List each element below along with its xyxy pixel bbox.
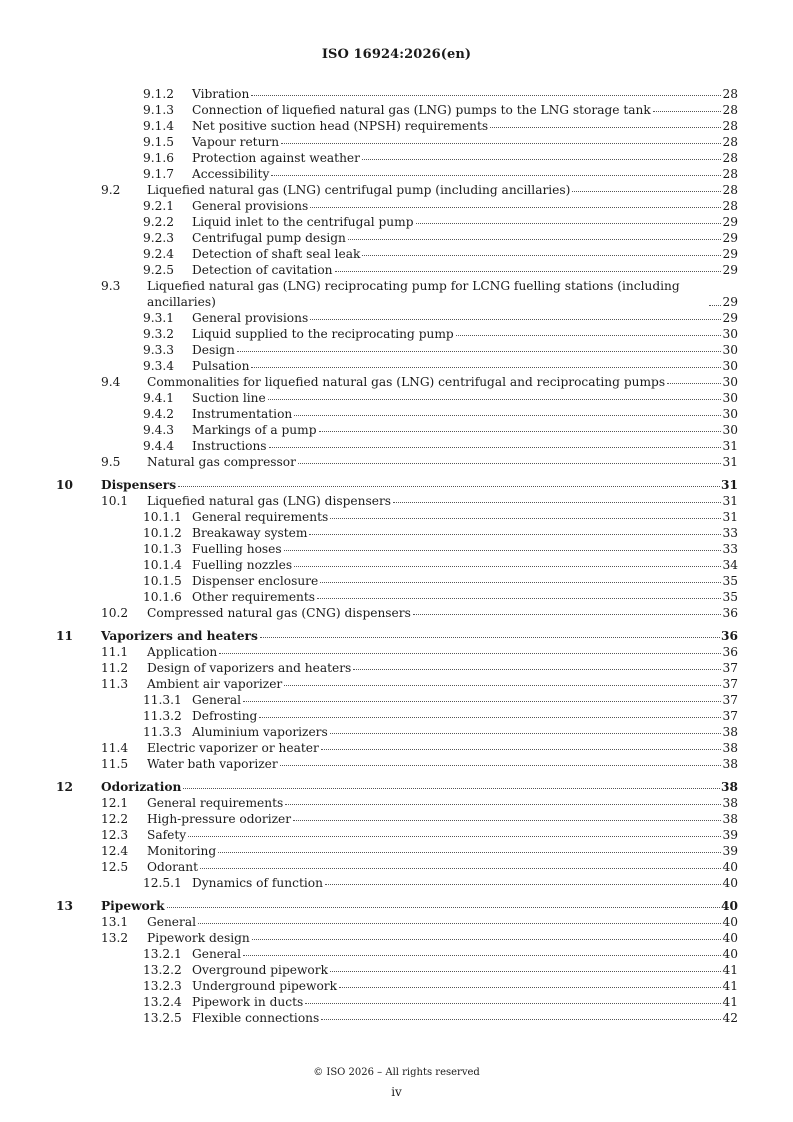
toc-entry-page: 41: [722, 995, 738, 1009]
toc-entry-page: 38: [721, 780, 738, 794]
toc-entry-page: 30: [722, 423, 738, 437]
dot-leader: [269, 438, 722, 448]
dot-leader: [218, 843, 721, 853]
toc-entry-title: Dispensers: [101, 478, 177, 492]
toc-entry-number: 9.3.4: [143, 359, 175, 373]
dot-leader: [268, 390, 722, 400]
toc-entry[interactable]: [56, 182, 738, 198]
dot-leader: [393, 493, 721, 503]
toc-entry-number: 10.1.2: [143, 526, 182, 540]
toc-entry-number: 13.2.2: [143, 963, 182, 977]
dot-leader: [667, 374, 721, 384]
toc-entry[interactable]: [56, 358, 738, 374]
toc-entry-page: 28: [722, 199, 738, 213]
dot-leader: [320, 573, 721, 583]
toc-entry-title: Design of vaporizers and heaters: [147, 661, 352, 675]
toc-entry-number: 9.4.1: [143, 391, 175, 405]
dot-leader: [339, 978, 721, 988]
toc-entry-title: Aluminium vaporizers: [192, 725, 328, 739]
toc-entry-page: 41: [722, 979, 738, 993]
toc-entry-number: 13.2.5: [143, 1011, 182, 1025]
toc-entry-number: 10.1.3: [143, 542, 182, 556]
dot-leader: [237, 342, 722, 352]
dot-leader: [188, 827, 721, 837]
toc-entry-title: General: [192, 947, 241, 961]
dot-leader: [280, 756, 722, 766]
dot-leader: [281, 134, 721, 144]
page-number: iv: [391, 1085, 402, 1099]
dot-leader: [259, 708, 721, 718]
toc-entry-page: 40: [722, 931, 738, 945]
toc-entry-page: 33: [722, 542, 738, 556]
dot-leader: [271, 166, 721, 176]
toc-entry-number: 11.3.2: [143, 709, 182, 723]
dot-leader: [330, 962, 722, 972]
dot-leader: [416, 214, 722, 224]
toc-entry-title: General requirements: [192, 510, 329, 524]
toc-entry[interactable]: [56, 978, 738, 994]
toc-entry-number: 11.3: [101, 677, 129, 691]
toc-entry[interactable]: [56, 150, 738, 166]
toc-entry-title: Compressed natural gas (CNG) dispensers: [147, 606, 411, 620]
toc-entry-page: 42: [722, 1011, 738, 1025]
toc-entry-number: 9.3.3: [143, 343, 175, 357]
toc-entry[interactable]: [56, 930, 738, 946]
toc-entry-page: 38: [722, 812, 738, 826]
toc-entry[interactable]: [56, 660, 738, 676]
toc-entry-number: 9.4: [101, 375, 121, 389]
dot-leader: [298, 454, 722, 464]
toc-entry-title: Pulsation: [192, 359, 250, 373]
toc-entry-title: Water bath vaporizer: [147, 757, 278, 771]
toc-entry-title: Fuelling nozzles: [192, 558, 293, 572]
toc-entry-page: 35: [722, 590, 738, 604]
toc-entry-number: 10.1: [101, 494, 129, 508]
toc-entry-title: Vibration: [192, 87, 250, 101]
dot-leader: [243, 692, 721, 702]
toc-entry[interactable]: [56, 827, 738, 843]
dot-leader: [709, 296, 721, 306]
toc-entry[interactable]: [56, 438, 738, 454]
toc-entry-title: Liquid supplied to the reciprocating pump: [192, 327, 454, 341]
toc-entry-page: 39: [722, 828, 738, 842]
toc-entry[interactable]: [56, 390, 738, 406]
toc-entry-page: 31: [721, 478, 738, 492]
toc-entry-number: 12: [56, 780, 73, 794]
toc-entry[interactable]: [56, 708, 738, 724]
toc-entry-page: 36: [721, 629, 738, 643]
toc-entry-number: 9.1.5: [143, 135, 175, 149]
toc-entry-page: 28: [722, 183, 738, 197]
dot-leader: [183, 779, 720, 789]
toc-entry-title: Liquefied natural gas (LNG) reciprocating pump for LCNG fuelling stations (including ancillaries): [147, 278, 708, 310]
toc-entry-title: Suction line: [192, 391, 266, 405]
toc-entry-number: 9.4.3: [143, 423, 175, 437]
toc-entry-page: 31: [722, 439, 738, 453]
dot-leader: [293, 811, 721, 821]
toc-entry[interactable]: [56, 843, 738, 859]
toc-entry-number: 9.1.6: [143, 151, 175, 165]
toc-entry[interactable]: [56, 134, 738, 150]
toc-entry-title: Flexible connections: [192, 1011, 320, 1025]
dot-leader: [413, 605, 722, 615]
toc-entry[interactable]: [56, 509, 738, 525]
toc-entry-page: 38: [722, 725, 738, 739]
toc-entry-number: 10.1.6: [143, 590, 182, 604]
toc-entry-number: 9.3.2: [143, 327, 175, 341]
document-header: ISO 16924:2026(en): [321, 47, 472, 62]
toc-entry[interactable]: [56, 811, 738, 827]
toc-entry-number: 12.5: [101, 860, 129, 874]
toc-entry-number: 10: [56, 478, 73, 492]
dot-leader: [325, 875, 722, 885]
toc-entry-page: 29: [722, 231, 738, 245]
toc-entry-title: Safety: [147, 828, 187, 842]
dot-leader: [285, 795, 721, 805]
dot-leader: [252, 930, 722, 940]
toc-entry-title: General: [147, 915, 196, 929]
toc-entry-number: 9.1.7: [143, 167, 175, 181]
toc-entry-title: Ambient air vaporizer: [147, 677, 283, 691]
toc-entry-number: 13.2.3: [143, 979, 182, 993]
toc-entry[interactable]: [56, 102, 738, 118]
toc-entry-number: 11.5: [101, 757, 129, 771]
toc-entry-title: Vapour return: [192, 135, 280, 149]
toc-entry[interactable]: [56, 962, 738, 978]
toc-entry-title: Electric vaporizer or heater: [147, 741, 319, 755]
dot-leader: [243, 946, 721, 956]
toc-entry[interactable]: [56, 756, 738, 772]
dot-leader: [294, 557, 721, 567]
toc-entry-page: 37: [722, 709, 738, 723]
toc-entry-page: 28: [722, 87, 738, 101]
toc-entry-number: 12.4: [101, 844, 129, 858]
toc-entry[interactable]: [56, 605, 738, 621]
toc-entry-title: Connection of liquefied natural gas (LNG) pumps to the LNG storage tank: [192, 103, 651, 117]
dot-leader: [219, 644, 721, 654]
toc-entry[interactable]: [56, 724, 738, 740]
dot-leader: [321, 740, 722, 750]
toc-entry-page: 29: [722, 311, 738, 325]
toc-entry-title: Liquid inlet to the centrifugal pump: [192, 215, 414, 229]
toc-entry[interactable]: [56, 86, 738, 102]
toc-entry[interactable]: [56, 914, 738, 930]
toc-entry[interactable]: [56, 525, 738, 541]
toc-entry[interactable]: [56, 541, 738, 557]
toc-entry[interactable]: [56, 589, 738, 605]
toc-entry-number: 11.3.1: [143, 693, 182, 707]
toc-entry-number: 13: [56, 899, 73, 913]
toc-entry-number: 9.2.2: [143, 215, 175, 229]
toc-entry[interactable]: [56, 214, 738, 230]
dot-leader: [310, 198, 721, 208]
dot-leader: [348, 230, 722, 240]
dot-leader: [167, 898, 720, 908]
toc-chapter-entry[interactable]: [56, 628, 738, 644]
toc-entry-page: 28: [722, 151, 738, 165]
toc-entry-number: 9.4.4: [143, 439, 175, 453]
dot-leader: [490, 118, 721, 128]
toc-entry-title: Instrumentation: [192, 407, 293, 421]
toc-entry-page: 28: [722, 119, 738, 133]
dot-leader: [284, 676, 721, 686]
dot-leader: [260, 628, 720, 638]
toc-entry-title: Monitoring: [147, 844, 217, 858]
toc-entry-number: 9.4.2: [143, 407, 175, 421]
toc-entry[interactable]: [56, 1010, 738, 1026]
toc-entry-number: 13.1: [101, 915, 129, 929]
toc-entry-title: Instructions: [192, 439, 267, 453]
toc-entry-page: 30: [722, 359, 738, 373]
toc-entry[interactable]: [56, 946, 738, 962]
toc-entry-title: Pipework: [101, 899, 165, 913]
toc-entry-page: 31: [722, 494, 738, 508]
toc-entry-title: Dynamics of function: [192, 876, 323, 890]
toc-entry-page: 29: [722, 247, 738, 261]
toc-entry-page: 30: [722, 407, 738, 421]
toc-entry[interactable]: [56, 994, 738, 1010]
dot-leader: [330, 509, 721, 519]
toc-entry-title: Accessibility: [192, 167, 270, 181]
toc-entry-title: Fuelling hoses: [192, 542, 282, 556]
toc-entry-page: 30: [722, 391, 738, 405]
toc-entry-page: 30: [722, 375, 738, 389]
toc-entry[interactable]: [56, 795, 738, 811]
dot-leader: [200, 859, 722, 869]
dot-leader: [319, 422, 722, 432]
toc-entry-number: 12.3: [101, 828, 129, 842]
toc-entry-page: 40: [722, 947, 738, 961]
toc-entry-page: 34: [722, 558, 738, 572]
toc-entry[interactable]: [56, 406, 738, 422]
toc-entry-page: 28: [722, 135, 738, 149]
toc-entry[interactable]: [56, 246, 738, 262]
toc-entry-title: High-pressure odorizer: [147, 812, 292, 826]
toc-entry-page: 39: [722, 844, 738, 858]
toc-entry-page: 38: [722, 796, 738, 810]
toc-entry[interactable]: [56, 198, 738, 214]
toc-entry-number: 9.1.4: [143, 119, 175, 133]
toc-entry-title: Pipework in ducts: [192, 995, 304, 1009]
toc-entry[interactable]: [56, 326, 738, 342]
toc-entry[interactable]: [56, 310, 738, 326]
toc-entry-title: Design: [192, 343, 235, 357]
toc-entry-number: 11.3.3: [143, 725, 182, 739]
toc-entry[interactable]: [56, 676, 738, 692]
dot-leader: [198, 914, 721, 924]
toc-entry[interactable]: [56, 875, 738, 891]
toc-entry[interactable]: [56, 278, 738, 310]
toc-entry-number: 12.2: [101, 812, 129, 826]
toc-entry-title: Defrosting: [192, 709, 258, 723]
dot-leader: [309, 525, 721, 535]
toc-entry[interactable]: [56, 166, 738, 182]
toc-entry-page: 40: [721, 899, 738, 913]
toc-entry-title: Liquefied natural gas (LNG) centrifugal pump (including ancillaries): [147, 183, 571, 197]
toc-entry-page: 38: [722, 757, 738, 771]
dot-leader: [653, 102, 722, 112]
toc-entry-page: 28: [722, 103, 738, 117]
toc-entry-title: Other requirements: [192, 590, 316, 604]
toc-entry-page: 29: [722, 295, 738, 309]
toc-entry-page: 35: [722, 574, 738, 588]
toc-entry-page: 30: [722, 327, 738, 341]
toc-entry-page: 38: [722, 741, 738, 755]
toc-entry-page: 28: [722, 167, 738, 181]
toc-entry[interactable]: [56, 118, 738, 134]
toc-entry-number: 13.2.4: [143, 995, 182, 1009]
toc-entry-number: 9.2.4: [143, 247, 175, 261]
toc-entry-page: 36: [722, 645, 738, 659]
toc-entry-number: 11.2: [101, 661, 129, 675]
toc-entry-page: 37: [722, 677, 738, 691]
dot-leader: [310, 310, 721, 320]
toc-entry-title: Liquefied natural gas (LNG) dispensers: [147, 494, 392, 508]
toc-entry[interactable]: [56, 692, 738, 708]
toc-entry-number: 11.4: [101, 741, 129, 755]
toc-entry-title: Pipework design: [147, 931, 250, 945]
toc-entry-number: 12.1: [101, 796, 129, 810]
toc-entry-number: 10.1.1: [143, 510, 182, 524]
toc-entry-number: 9.2.5: [143, 263, 175, 277]
dot-leader: [456, 326, 722, 336]
toc-entry-page: 41: [722, 963, 738, 977]
toc-entry-title: Detection of shaft seal leak: [192, 247, 361, 261]
table-of-contents: [56, 86, 738, 1026]
toc-entry[interactable]: [56, 493, 738, 509]
toc-entry[interactable]: [56, 859, 738, 875]
toc-entry[interactable]: [56, 342, 738, 358]
toc-entry-number: 10.1.5: [143, 574, 182, 588]
toc-entry-title: Odorization: [101, 780, 182, 794]
dot-leader: [321, 1010, 721, 1020]
toc-entry-title: General provisions: [192, 199, 309, 213]
toc-entry-number: 9.3: [101, 279, 121, 293]
toc-entry[interactable]: [56, 374, 738, 390]
toc-entry-title: General provisions: [192, 311, 309, 325]
dot-leader: [362, 246, 721, 256]
toc-entry-title: Net positive suction head (NPSH) requirements: [192, 119, 489, 133]
toc-entry-page: 31: [722, 510, 738, 524]
toc-entry-title: Overground pipework: [192, 963, 328, 977]
dot-leader: [251, 86, 721, 96]
toc-entry-page: 29: [722, 215, 738, 229]
toc-entry-number: 9.2.1: [143, 199, 175, 213]
toc-entry-number: 11: [56, 629, 73, 643]
toc-entry-title: Centrifugal pump design: [192, 231, 346, 245]
toc-entry-title: Protection against weather: [192, 151, 360, 165]
toc-entry-number: 9.1.2: [143, 87, 175, 101]
toc-entry-title: Underground pipework: [192, 979, 337, 993]
toc-chapter-entry[interactable]: [56, 779, 738, 795]
toc-entry-number: 11.1: [101, 645, 129, 659]
toc-entry-page: 37: [722, 693, 738, 707]
toc-entry-title: Vaporizers and heaters: [101, 629, 258, 643]
toc-entry-page: 30: [722, 343, 738, 357]
toc-entry-number: 13.2.1: [143, 947, 182, 961]
toc-entry-number: 9.2: [101, 183, 121, 197]
dot-leader: [284, 541, 722, 551]
toc-entry-title: Detection of cavitation: [192, 263, 333, 277]
toc-entry-page: 29: [722, 263, 738, 277]
toc-entry-number: 10.1.4: [143, 558, 182, 572]
toc-entry-page: 31: [722, 455, 738, 469]
toc-entry[interactable]: [56, 557, 738, 573]
toc-entry-number: 12.5.1: [143, 876, 182, 890]
toc-entry-page: 36: [722, 606, 738, 620]
toc-entry-title: Odorant: [147, 860, 198, 874]
toc-chapter-entry[interactable]: [56, 898, 738, 914]
toc-entry-page: 40: [722, 915, 738, 929]
toc-entry-title: Dispenser enclosure: [192, 574, 319, 588]
dot-leader: [335, 262, 722, 272]
toc-entry-title: Application: [147, 645, 218, 659]
toc-entry[interactable]: [56, 262, 738, 278]
toc-entry-title: Commonalities for liquefied natural gas (LNG) centrifugal and reciprocating pumps: [147, 375, 666, 389]
toc-entry-number: 9.5: [101, 455, 121, 469]
dot-leader: [330, 724, 722, 734]
toc-entry-page: 33: [722, 526, 738, 540]
toc-entry-title: Breakaway system: [192, 526, 308, 540]
toc-entry[interactable]: [56, 454, 738, 470]
copyright-footer: © ISO 2026 – All rights reserved: [313, 1067, 480, 1078]
dot-leader: [353, 660, 721, 670]
toc-entry-number: 9.3.1: [143, 311, 175, 325]
dot-leader: [317, 589, 721, 599]
toc-entry[interactable]: [56, 230, 738, 246]
dot-leader: [572, 182, 721, 192]
toc-entry[interactable]: [56, 740, 738, 756]
toc-entry-page: 40: [722, 860, 738, 874]
toc-entry-number: 10.2: [101, 606, 129, 620]
dot-leader: [305, 994, 721, 1004]
toc-entry-number: 9.2.3: [143, 231, 175, 245]
toc-entry-title: Markings of a pump: [192, 423, 317, 437]
toc-entry[interactable]: [56, 422, 738, 438]
toc-entry-title: General requirements: [147, 796, 284, 810]
toc-entry-page: 37: [722, 661, 738, 675]
toc-entry-title: General: [192, 693, 241, 707]
toc-entry-page: 40: [722, 876, 738, 890]
dot-leader: [178, 477, 720, 487]
toc-entry[interactable]: [56, 644, 738, 660]
dot-leader: [362, 150, 722, 160]
toc-chapter-entry[interactable]: [56, 477, 738, 493]
toc-entry-title: Natural gas compressor: [147, 455, 296, 469]
dot-leader: [251, 358, 721, 368]
dot-leader: [294, 406, 721, 416]
toc-entry[interactable]: [56, 573, 738, 589]
toc-entry-number: 13.2: [101, 931, 129, 945]
toc-entry-number: 9.1.3: [143, 103, 175, 117]
